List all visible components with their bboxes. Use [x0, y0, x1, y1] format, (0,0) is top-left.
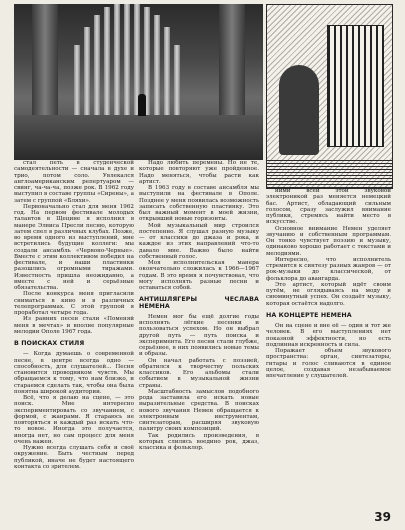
paragraph: В 1963 году в составе ансамбля мы выступили на фестивале в Ополе. Позднее у меня появилась возможность записать собственную пластинку. Это был важный момент в моей жизни, открывший новые горизонты. [139, 185, 259, 223]
section-heading: АНТИШЛЯГЕРЫ ЧЕСЛАВА НЕМЕНА [139, 296, 259, 310]
paragraph: Всё, что я делаю на сцене, — это поиск. Мне интересно экспериментировать со звучанием, с формой, с жанрами. Я стараюсь не повторяться и каждый раз искать что-то новое. Иногда это получается, иногда нет, но сам процесс для меня очень важен. [14, 395, 134, 445]
paragraph: Он на сцене и вне её — один и тот же человек. В его выступлениях нет показной эффектности, но есть подлинная искренность и сила. [266, 323, 391, 348]
paragraph: Масштабность замыслов подобного рода заставила его искать новые выразительные средства. В поисках нового звучания Немен обращается к электронным инструментам, синтезаторам, расширяя звуковую палитру своих композиций. [139, 388, 259, 433]
paragraph: Нужно всегда слушать себя и своё окружение. Быть честным перед публикой, иначе не будет настоящего контакта со зрителем. [14, 445, 134, 470]
paragraph: ними всей этой звуковой электроникой раз меняется немецкий бас. Артист, обладающий сильным голосом, сразу заслужил внимание публики, стремясь найти место в искусстве. [266, 188, 391, 226]
section-heading: В ПОИСКАХ СТИЛЯ [14, 340, 85, 347]
engraving-organ [327, 25, 384, 147]
paragraph: Это артист, который идёт своим путём, не оглядываясь на моду и сиюминутный успех. Он создаёт музыку, которая остаётся надолго. [266, 281, 391, 307]
paragraph: Немен мог бы ещё долгие годы исполнять лёгкие песенки и пользоваться успехом. Но он выбрал другой путь — путь поиска и эксперимента. Его песни стали глубже, серьёзнее, в них появились новые темы и образы. [139, 313, 259, 358]
paragraph: Мой музыкальный мир строился постепенно. Я слушал разную музыку — от классики до джаза и рока, и каждое из этих направлений что-то давало мне. Важно было найти собственный голос. [139, 222, 259, 260]
paragraph: — Когда думаешь о современной песне, в центре всегда одно — способность, для слушателей... Песня становится проводником чувств. Мы обращаемся к тому, что нам близко, и стараемся сделать так, чтобы она была понятна широкой аудитории. [14, 351, 134, 395]
paragraph: Поражает объем звукового пространства: орган, синтезаторы, гитары и голос сливаются в единое целое, создавая незабываемое впечатление у слушателей. [266, 348, 391, 379]
paragraph: Так родились произведения, в которых слились воедино рок, джаз, классика и фольклор. [139, 432, 259, 451]
text-column-3 [266, 188, 391, 379]
paragraph: стал петь в студенческой самодеятельности — сначала в духе и трио, потом соло. Увлекался англоамериканским репертуаром — свинг, ча-ча-ча, позже рок. В 1962 году выступил в составе группы «Сирены», а затем с группой «Бляхи». [14, 160, 134, 204]
paragraph: Он начал работать с поэзией, обратился к творчеству польских классиков. Его альбомы стали событием в музыкальной жизни страны. [139, 357, 259, 389]
paragraph: Основное внимание Немен уделяет звучанию и собственным программам. Он тонко чувствует поэзию и музыку, одинаково хорошо работает с текстами и мелодиями. [266, 225, 391, 257]
text-column-1 [14, 160, 134, 470]
section-heading: НА КОНЦЕРТЕ НЕМЕНА [266, 311, 352, 319]
page-number: 39 [374, 510, 391, 524]
paragraph: Моя исполнительская манера окончательно сложилась к 1966—1967 годам. В это время я почувствовал, что могу исполнять разные песни и оставаться собой. [139, 260, 259, 291]
engraving-figure [279, 65, 319, 155]
stage-floor [14, 115, 263, 160]
paragraph: После конкурса меня пригласили сниматься в кино и в различных телепрограммах. С этой группой я проработал четыре года. [14, 291, 134, 316]
paragraph: Интересно, что исполнитель стремится к синтезу разных жанров — от рок-музыки до классической, от фольклора до авангарда. [266, 256, 391, 282]
text-column-2 [139, 160, 259, 451]
concert-photo [14, 4, 263, 160]
paragraph: Из ранних песен стали «Поменяй меня в мечтах» и вполне популярные мелодии Ополе 1967 года. [14, 316, 134, 335]
paragraph: Первоначально стал для меня 1962 год. На первом фестивале молодых талантов в Щецине я исполнил в манере Элвиса Пресли песню, которую затем спел в различных клубах. Позже, во время одного из выступлений, мне встретились будущие коллеги: мы создали ансамбль «Червоно-Черные». Вместе с этим коллективом победил на фестивале, и наши пластинки разошлись огромными тиражами. Известность пришла неожиданно, а вместе с ней и серьёзные обязательства. [14, 203, 134, 291]
engraving-illustration [266, 4, 393, 189]
performer-figure [138, 94, 146, 116]
paragraph: Надо любить перемены. Но не те, которые повторяют уже пройденное. Надо меняться, чтобы расти как артист. [139, 160, 259, 185]
